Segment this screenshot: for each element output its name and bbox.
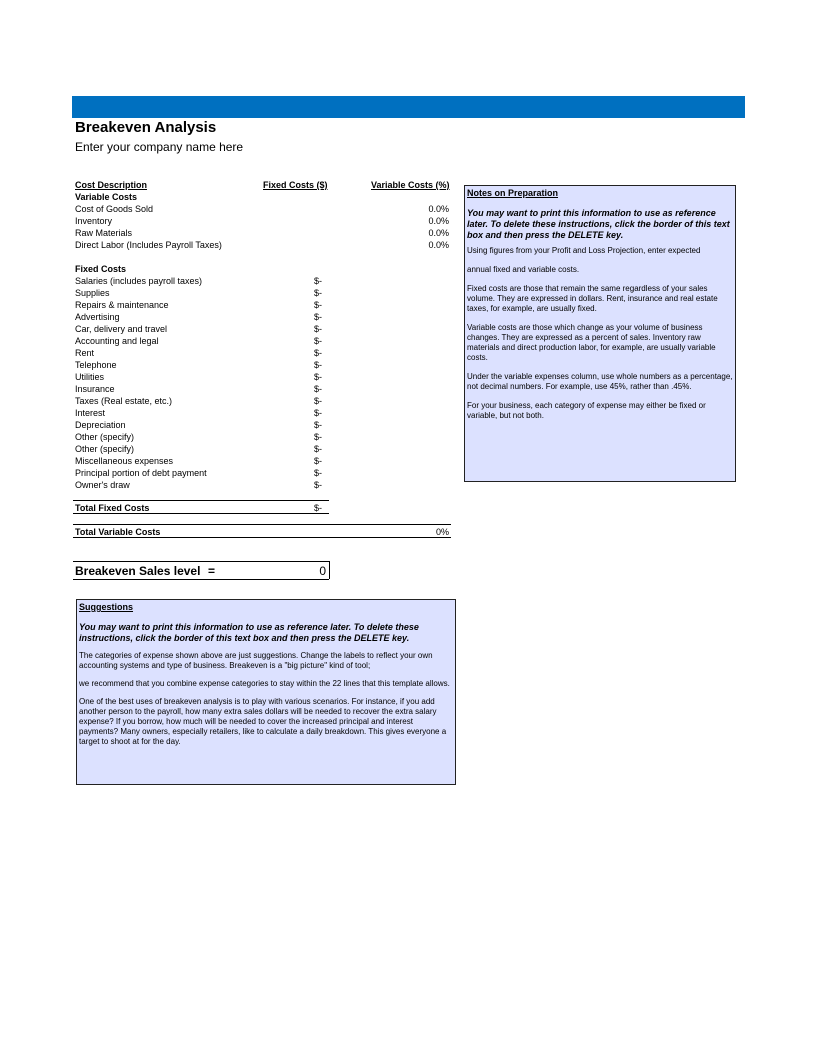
cost-value[interactable]: $- [314, 324, 323, 334]
cost-label[interactable]: Depreciation [75, 420, 126, 430]
cost-value[interactable]: $- [314, 396, 323, 406]
cost-value[interactable]: 0.0% [428, 228, 449, 238]
breakeven-right-edge [329, 561, 330, 579]
col-header-description: Cost Description [75, 180, 148, 190]
cost-value[interactable]: $- [314, 372, 323, 382]
total-fixed-label: Total Fixed Costs [75, 503, 150, 513]
breakeven-equals: = [208, 564, 216, 578]
suggestions-paragraph-1: The categories of expense shown above are just suggestions. Change the labels to reflect your own accounting systems and type of business. Breakeven is a "big picture" kind of tool; [79, 651, 433, 670]
cost-value[interactable]: $- [314, 336, 323, 346]
variable-section-title: Variable Costs [75, 192, 138, 202]
cost-value[interactable]: $- [314, 300, 323, 310]
cost-label[interactable]: Inventory [75, 216, 113, 226]
cost-label[interactable]: Interest [75, 408, 106, 418]
notes-emphasis: You may want to print this information to use as reference later. To delete these instructions, click the border of this text box and then press the DELETE key. [467, 208, 730, 240]
cost-value[interactable]: $- [314, 420, 323, 430]
cost-value[interactable]: $- [314, 432, 323, 442]
cost-value[interactable]: $- [314, 348, 323, 358]
cost-value[interactable]: $- [314, 408, 323, 418]
notes-heading: Notes on Preparation [467, 188, 559, 198]
cost-value[interactable]: $- [314, 456, 323, 466]
cost-value[interactable]: 0.0% [428, 216, 449, 226]
total-fixed-rule [73, 500, 329, 501]
cost-value[interactable]: 0.0% [428, 204, 449, 214]
notes-paragraph-2: annual fixed and variable costs. [467, 265, 580, 274]
cost-label[interactable]: Advertising [75, 312, 120, 322]
notes-paragraph-6: For your business, each category of expense may either be fixed or variable, but not both. [467, 401, 706, 420]
col-header-variable: Variable Costs (%) [371, 180, 450, 190]
notes-paragraph-3: Fixed costs are those that remain the same regardless of your sales volume. They are expressed in dollars. Rent, insurance and real estate taxes, for example, are usually fixed. [467, 284, 718, 313]
breakeven-bottom-rule [73, 579, 329, 580]
suggestions-heading: Suggestions [79, 602, 134, 612]
suggestions-paragraph-2: we recommend that you combine expense categories to stay within the 22 lines that this template allows. [79, 679, 450, 688]
cost-label[interactable]: Insurance [75, 384, 115, 394]
notes-paragraph-4: Variable costs are those which change as your volume of business changes. They are expressed as a percent of sales. Inventory raw materials and direct production labor, for example, are usually variable costs. [467, 323, 716, 362]
cost-label[interactable]: Telephone [75, 360, 117, 370]
cost-value[interactable]: $- [314, 468, 323, 478]
suggestions-paragraph-3: One of the best uses of breakeven analysis is to play with various scenarios. For instance, if you add another person to the payroll, how many extra sales dollars will be needed to recover the extra salary expense? If you borrow, how much will be needed to cover the increased principal and interest payments? Many owners, especially retailers, like to calculate a daily breakdown. This gives everyone a target to shoot at for the day. [79, 697, 447, 746]
cost-label[interactable]: Cost of Goods Sold [75, 204, 154, 214]
total-variable-label: Total Variable Costs [75, 527, 161, 537]
cost-value[interactable]: $- [314, 480, 323, 490]
fixed-section-title: Fixed Costs [75, 264, 127, 274]
cost-label[interactable]: Supplies [75, 288, 110, 298]
cost-label[interactable]: Owner's draw [75, 480, 130, 490]
total-variable-rule [73, 524, 451, 525]
notes-paragraph-5: Under the variable expenses column, use whole numbers as a percentage, not decimal numbers. For example, use 45%, rather than .45%. [467, 372, 733, 391]
cost-label[interactable]: Rent [75, 348, 95, 358]
total-variable-underline [73, 537, 451, 538]
cost-label[interactable]: Miscellaneous expenses [75, 456, 174, 466]
cost-label[interactable]: Salaries (includes payroll taxes) [75, 276, 203, 286]
cost-label[interactable]: Car, delivery and travel [75, 324, 168, 334]
cost-label[interactable]: Repairs & maintenance [75, 300, 169, 310]
company-name-field[interactable]: Enter your company name here [75, 140, 244, 154]
breakeven-label: Breakeven Sales level [75, 564, 201, 578]
cost-label[interactable]: Taxes (Real estate, etc.) [75, 396, 173, 406]
breakeven-value: 0 [319, 564, 326, 578]
total-fixed-value: $- [314, 503, 323, 513]
total-fixed-underline [73, 513, 329, 514]
cost-label[interactable]: Principal portion of debt payment [75, 468, 207, 478]
cost-value[interactable]: $- [314, 288, 323, 298]
breakeven-top-rule [73, 561, 329, 562]
cost-label[interactable]: Other (specify) [75, 432, 135, 442]
page-title: Breakeven Analysis [75, 119, 217, 136]
cost-value[interactable]: $- [314, 276, 323, 286]
suggestions-emphasis: You may want to print this information to use as reference later. To delete these instructions, click the border of this text box and then press the DELETE key. [79, 622, 419, 643]
cost-label[interactable]: Direct Labor (Includes Payroll Taxes) [75, 240, 222, 250]
total-variable-value: 0% [435, 527, 449, 537]
notes-paragraph-1: Using figures from your Profit and Loss Projection, enter expected [467, 246, 701, 255]
cost-label[interactable]: Raw Materials [75, 228, 133, 238]
cost-value[interactable]: $- [314, 360, 323, 370]
suggestions-box[interactable] [76, 599, 456, 785]
notes-box[interactable] [464, 185, 736, 482]
cost-label[interactable]: Other (specify) [75, 444, 135, 454]
cost-label[interactable]: Accounting and legal [75, 336, 159, 346]
cost-value[interactable]: 0.0% [428, 240, 449, 250]
cost-value[interactable]: $- [314, 384, 323, 394]
cost-value[interactable]: $- [314, 444, 323, 454]
cost-label[interactable]: Utilities [75, 372, 105, 382]
cost-value[interactable]: $- [314, 312, 323, 322]
col-header-fixed: Fixed Costs ($) [263, 180, 328, 190]
